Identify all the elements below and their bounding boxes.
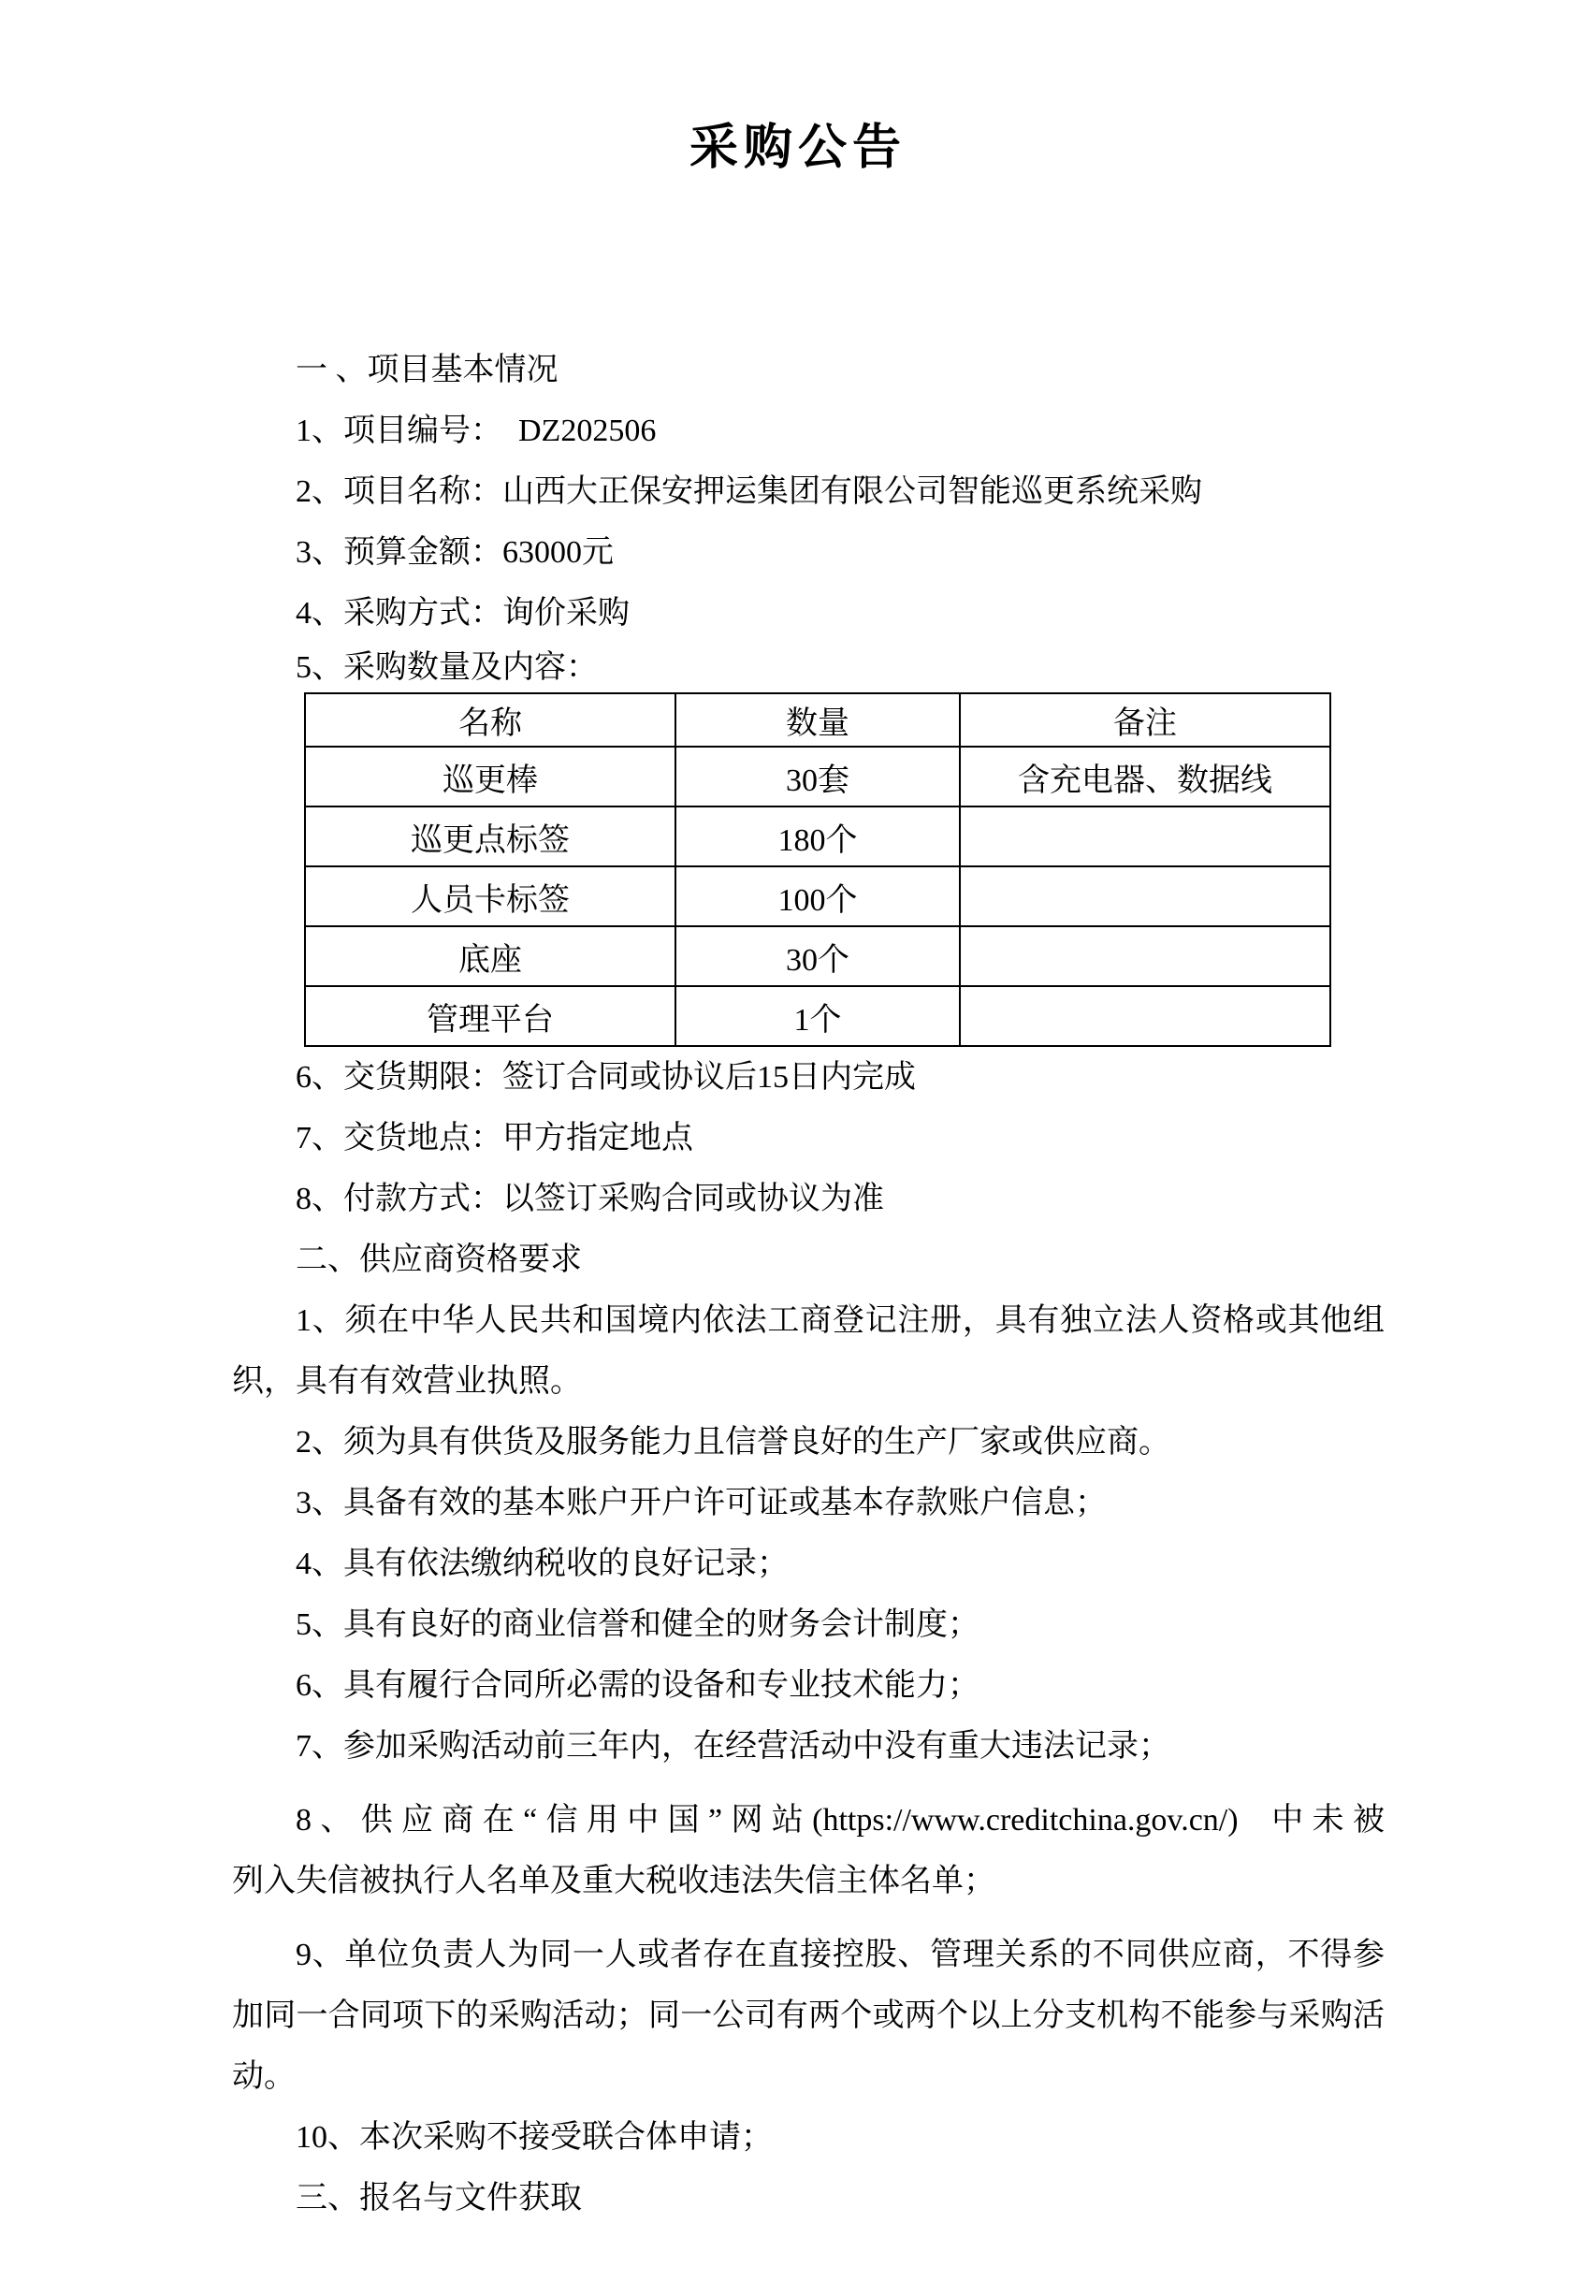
qualification-item-7: 7、参加采购活动前三年内，在经营活动中没有重大违法记录； — [296, 1729, 1170, 1764]
table-row — [305, 866, 1330, 926]
item-delivery-deadline: 6、交货期限：签订合同或协议后15日内完成 — [296, 1060, 916, 1095]
table-header-row — [305, 693, 1330, 747]
item-project-number: 1、项目编号： DZ202506 — [296, 414, 657, 448]
cell-remarks — [960, 807, 1330, 866]
qualification-item-10: 10、本次采购不接受联合体申请； — [296, 2120, 773, 2155]
qualification-item-8-line-2: 列入失信被执行人名单及重大税收违法失信主体名单； — [232, 1864, 995, 1898]
qualification-item-1-line-1: 1、须在中华人民共和国境内依法工商登记注册，具有独立法人资格或其他组 — [296, 1303, 1385, 1338]
cell-name: 巡更棒 — [305, 747, 675, 807]
qualification-item-1-line-2: 织，具有有效营业执照。 — [232, 1364, 582, 1399]
qualification-item-8-line-1: 8、供应商在“信用中国”网站(https://www.creditchina.gov.cn/) 中未被 — [296, 1803, 1385, 1838]
table-header-remarks: 备注 — [960, 693, 1330, 747]
document-title: 采购公告 — [689, 121, 907, 175]
qualification-item-3: 3、具备有效的基本账户开户许可证或基本存款账户信息； — [296, 1486, 1107, 1520]
qualification-item-9-line-3: 动。 — [232, 2059, 296, 2094]
cell-name: 底座 — [305, 926, 675, 986]
cell-quantity: 30个 — [675, 926, 960, 986]
item-procurement-method: 4、采购方式：询价采购 — [296, 596, 630, 631]
table-row — [305, 986, 1330, 1046]
item-quantity-content: 5、采购数量及内容： — [296, 650, 598, 685]
section-heading-registration: 三、报名与文件获取 — [296, 2181, 582, 2216]
qualification-item-4: 4、具有依法缴纳税收的良好记录； — [296, 1547, 789, 1581]
qualification-item-9-line-1: 9、单位负责人为同一人或者存在直接控股、管理关系的不同供应商，不得参 — [296, 1938, 1385, 1972]
cell-quantity: 180个 — [675, 807, 960, 866]
cell-name: 人员卡标签 — [305, 866, 675, 926]
table-row — [305, 747, 1330, 807]
procurement-items-table — [304, 692, 1331, 1047]
table-row — [305, 926, 1330, 986]
item-budget: 3、预算金额：63000元 — [296, 535, 614, 570]
table-header-name: 名称 — [305, 693, 675, 747]
cell-remarks — [960, 866, 1330, 926]
qualification-item-9-line-2: 加同一合同项下的采购活动；同一公司有两个或两个以上分支机构不能参与采购活 — [232, 1998, 1385, 2033]
cell-quantity: 100个 — [675, 866, 960, 926]
section-heading-project-info: 一 、项目基本情况 — [296, 353, 559, 387]
document-body — [232, 340, 1385, 2229]
cell-name: 管理平台 — [305, 986, 675, 1046]
item-delivery-location: 7、交货地点：甲方指定地点 — [296, 1121, 693, 1155]
qualification-item-5: 5、具有良好的商业信誉和健全的财务会计制度； — [296, 1607, 979, 1642]
cell-remarks — [960, 986, 1330, 1046]
qualification-item-2: 2、须为具有供货及服务能力且信誉良好的生产厂家或供应商。 — [296, 1425, 1170, 1460]
cell-remarks: 含充电器、数据线 — [960, 747, 1330, 807]
item-project-name: 2、项目名称：山西大正保安押运集团有限公司智能巡更系统采购 — [296, 474, 1202, 509]
table-header-quantity: 数量 — [675, 693, 960, 747]
cell-name: 巡更点标签 — [305, 807, 675, 866]
qualification-item-6: 6、具有履行合同所必需的设备和专业技术能力； — [296, 1668, 979, 1703]
section-heading-supplier-qualifications: 二、供应商资格要求 — [296, 1242, 582, 1277]
item-payment-method: 8、付款方式：以签订采购合同或协议为准 — [296, 1182, 884, 1216]
table-row — [305, 807, 1330, 866]
cell-quantity: 30套 — [675, 747, 960, 807]
cell-remarks — [960, 926, 1330, 986]
cell-quantity: 1个 — [675, 986, 960, 1046]
